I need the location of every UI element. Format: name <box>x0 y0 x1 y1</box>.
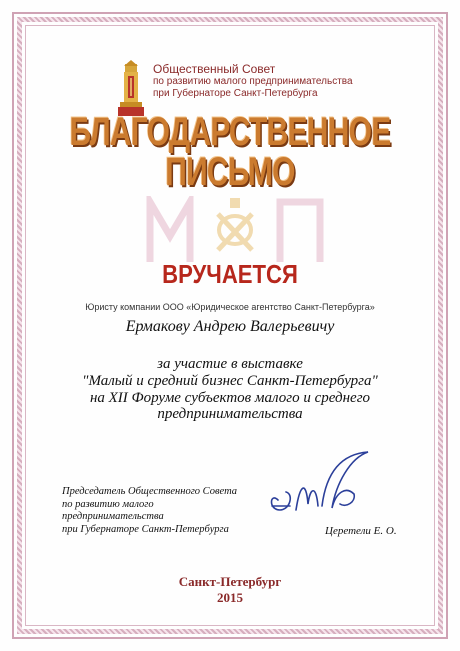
handwritten-signature <box>250 444 390 524</box>
mp-watermark <box>140 196 330 266</box>
signer-title-line: Председатель Общественного Совета <box>62 486 238 497</box>
reason-line: предпринимательства <box>157 406 303 423</box>
signer-title-line: предпринимательства <box>62 511 164 523</box>
organization-line: по развитию малого предпринимательства <box>153 76 353 88</box>
document-title-line1: БЛАГОДАРСТВЕННОЕ <box>69 110 391 154</box>
signer-title <box>62 486 262 536</box>
reason-line: за участие в выставке <box>157 356 303 372</box>
recipient-role: Юристу компании ООО «Юридическое агентство Санкт-Петербурга» <box>85 302 375 312</box>
reason-line: на XII Форуме субъектов малого и среднего <box>89 389 371 406</box>
document-title-line2: ПИСЬМО <box>165 150 295 194</box>
presented-heading: ВРУЧАЕТСЯ <box>162 259 298 289</box>
recipient-name: Ермакову Андрею Валерьевичу <box>125 318 335 335</box>
reason-text <box>60 356 400 423</box>
signer-name: Церетели Е. О. <box>325 525 397 537</box>
signer-title-line: при Губернаторе Санкт-Петербурга <box>62 523 229 535</box>
organization-header <box>153 62 413 100</box>
footer-city: Санкт-Петербург <box>178 574 282 589</box>
signer-title-line: по развитию малого <box>62 498 154 510</box>
organization-title: Общественный Совет <box>153 62 276 76</box>
footer-year: 2015 <box>217 590 243 605</box>
reason-line: "Малый и средний бизнес Санкт-Петербурга" <box>82 372 378 389</box>
organization-line: при Губернаторе Санкт-Петербурга <box>153 88 318 100</box>
